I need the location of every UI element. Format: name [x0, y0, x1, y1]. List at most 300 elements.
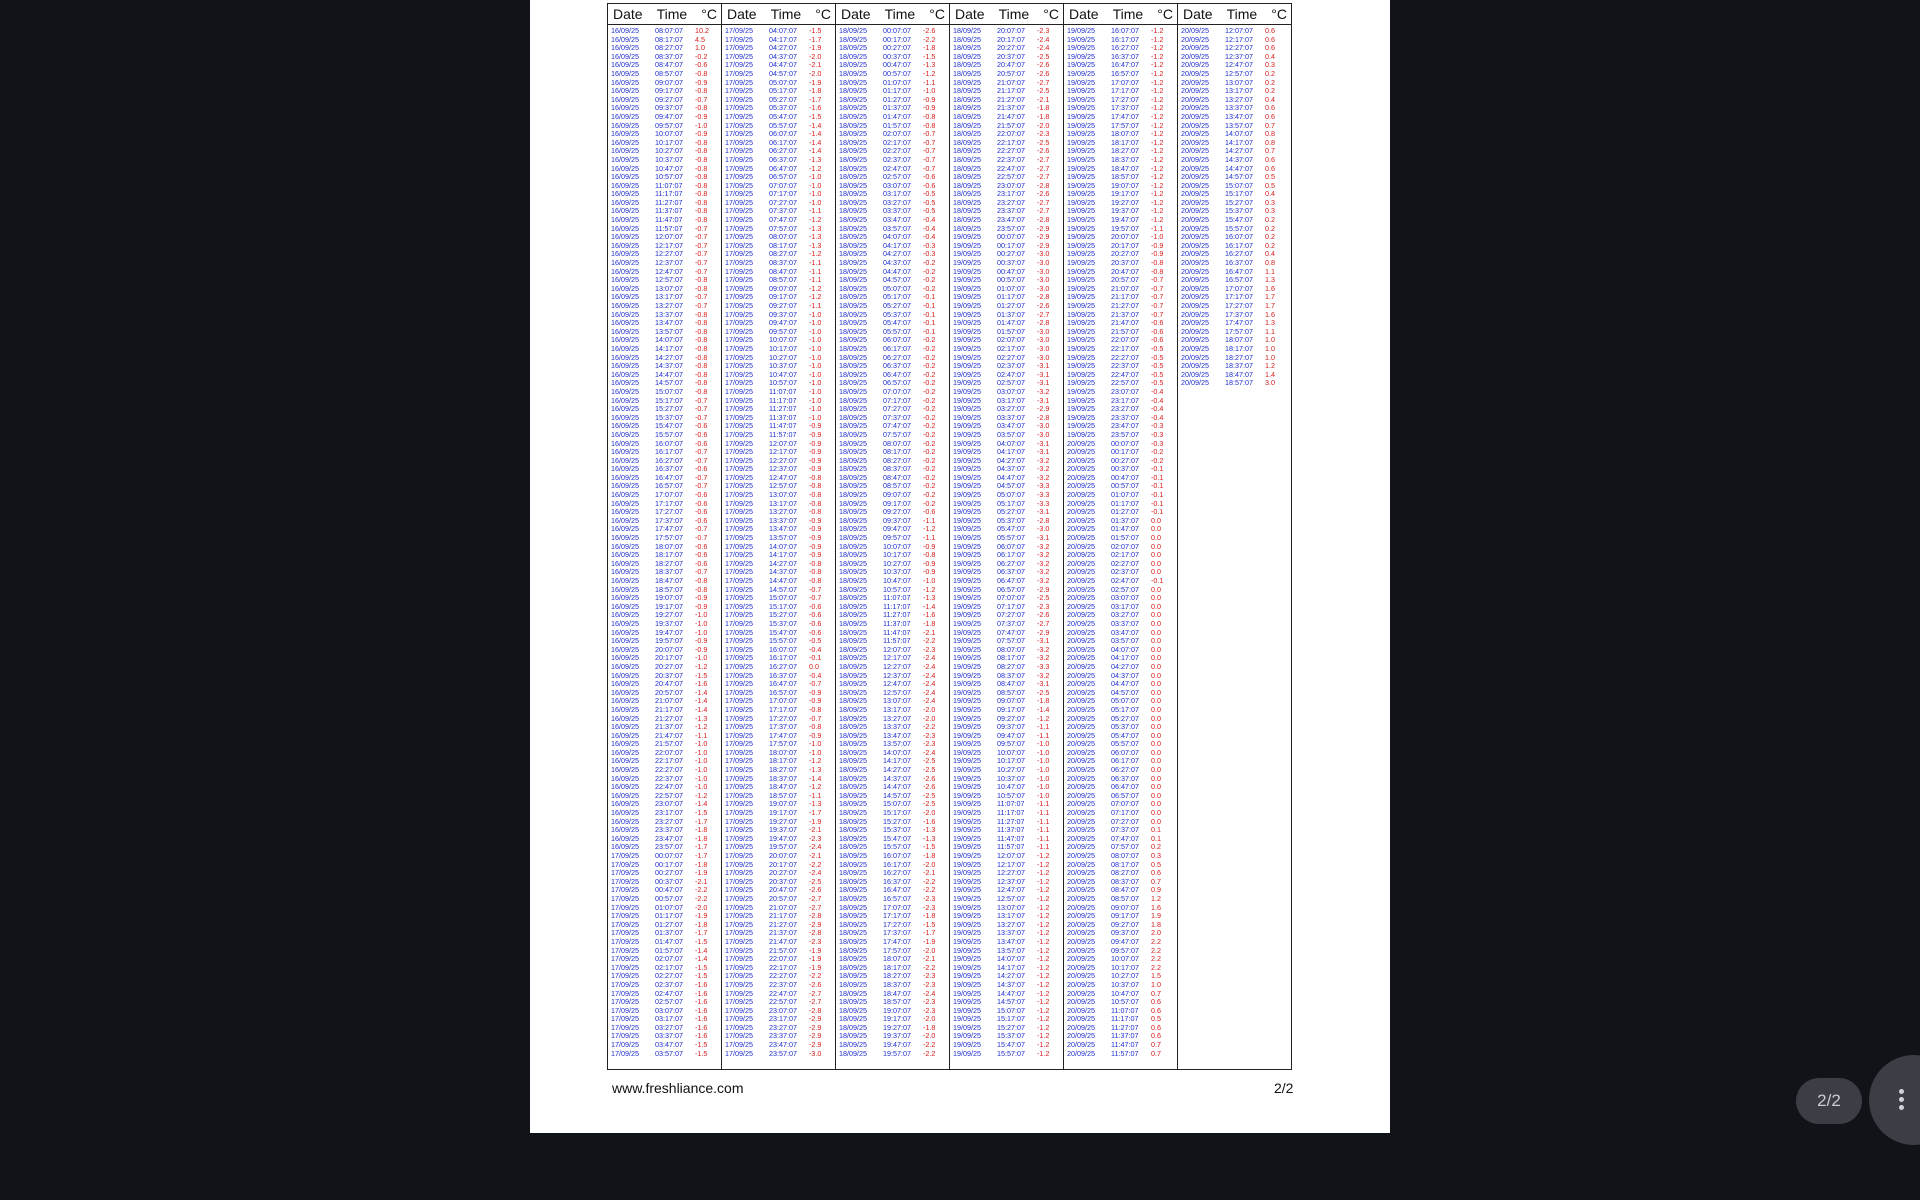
time-cell: 19:47:07: [883, 1040, 911, 1050]
date-cell: 17/09/25: [725, 747, 753, 757]
temperature-cell: -1.4: [695, 799, 708, 809]
temperature-cell: -2.9: [1037, 584, 1050, 594]
time-cell: 03:57:07: [655, 1048, 683, 1058]
time-cell: 02:07:07: [883, 129, 911, 139]
time-cell: 07:57:07: [1111, 842, 1139, 852]
time-cell: 21:57:07: [1111, 326, 1139, 336]
time-cell: 21:47:07: [997, 111, 1025, 121]
temperature-cell: -0.5: [1151, 361, 1164, 371]
temperature-cell: -2.1: [1037, 94, 1050, 104]
date-cell: 19/09/25: [953, 696, 981, 706]
temperature-cell: -2.0: [809, 68, 822, 78]
date-cell: 16/09/25: [611, 309, 639, 319]
time-cell: 07:47:07: [1111, 833, 1139, 843]
temperature-cell: -0.6: [809, 601, 822, 611]
temperature-cell: -1.1: [809, 258, 822, 268]
date-cell: 18/09/25: [839, 670, 867, 680]
temperature-cell: -0.1: [809, 653, 822, 663]
date-cell: 17/09/25: [725, 51, 753, 61]
time-cell: 19:57:07: [883, 1048, 911, 1058]
temperature-cell: -1.2: [1037, 902, 1050, 912]
time-cell: 22:27:07: [655, 765, 683, 775]
temperature-cell: -3.1: [1037, 533, 1050, 543]
date-cell: 18/09/25: [839, 868, 867, 878]
time-cell: 00:07:07: [883, 26, 911, 35]
date-cell: 18/09/25: [839, 988, 867, 998]
temperature-cell: 0.7: [1265, 120, 1275, 130]
date-cell: 17/09/25: [611, 979, 639, 989]
temperature-cell: 3.0: [1265, 378, 1275, 388]
date-cell: 19/09/25: [1067, 404, 1095, 414]
time-cell: 05:17:07: [1111, 704, 1139, 714]
temperature-cell: -3.2: [1037, 541, 1050, 551]
temperature-cell: -1.5: [695, 1048, 708, 1058]
temperature-cell: -1.5: [809, 111, 822, 121]
date-cell: 18/09/25: [839, 361, 867, 371]
temperature-cell: -2.4: [923, 670, 936, 680]
temperature-cell: 1.8: [1151, 919, 1161, 929]
time-cell: 02:57:07: [883, 172, 911, 182]
time-cell: 17:07:07: [655, 490, 683, 500]
time-cell: 13:27:07: [769, 507, 797, 517]
date-cell: 16/09/25: [611, 197, 639, 207]
time-cell: 19:47:07: [655, 627, 683, 637]
time-cell: 17:07:07: [1111, 77, 1139, 87]
date-cell: 20/09/25: [1067, 558, 1095, 568]
date-cell: 17/09/25: [725, 610, 753, 620]
time-cell: 16:37:07: [1111, 51, 1139, 61]
temperature-cell: -1.8: [695, 833, 708, 843]
temperature-cell: -0.7: [695, 292, 708, 302]
temperature-cell: -3.1: [1037, 438, 1050, 448]
temperature-cell: -0.8: [695, 361, 708, 371]
date-cell: 18/09/25: [839, 137, 867, 147]
temperature-cell: -2.4: [923, 661, 936, 671]
temperature-cell: -1.5: [923, 51, 936, 61]
date-cell: 16/09/25: [611, 842, 639, 852]
viewer-menu-button[interactable]: [1869, 1055, 1920, 1145]
date-cell: 19/09/25: [953, 842, 981, 852]
time-cell: 08:27:07: [997, 661, 1025, 671]
temperature-cell: -1.7: [809, 808, 822, 818]
date-cell: 19/09/25: [953, 490, 981, 500]
temperature-cell: -1.2: [809, 249, 822, 259]
date-cell: 19/09/25: [953, 653, 981, 663]
date-cell: 18/09/25: [839, 77, 867, 87]
time-cell: 08:07:07: [769, 232, 797, 242]
date-cell: 18/09/25: [839, 490, 867, 500]
date-cell: 18/09/25: [839, 283, 867, 293]
time-cell: 00:17:07: [883, 34, 911, 44]
date-cell: 16/09/25: [611, 550, 639, 560]
date-cell: 16/09/25: [611, 335, 639, 345]
date-cell: 19/09/25: [953, 464, 981, 474]
temperature-cell: -1.8: [1037, 111, 1050, 121]
temperature-cell: -1.2: [1151, 215, 1164, 225]
time-cell: 23:37:07: [997, 206, 1025, 216]
time-cell: 20:47:07: [1111, 266, 1139, 276]
temperature-cell: -3.1: [1037, 378, 1050, 388]
date-cell: 18/09/25: [839, 438, 867, 448]
time-cell: 15:37:07: [1225, 206, 1253, 216]
date-cell: 19/09/25: [953, 352, 981, 362]
temperature-cell: 4.5: [695, 34, 705, 44]
time-cell: 16:37:07: [883, 876, 911, 886]
time-cell: 22:27:07: [769, 971, 797, 981]
date-cell: 20/09/25: [1067, 722, 1095, 732]
temperature-cell: -2.2: [923, 885, 936, 895]
time-cell: 18:57:07: [1225, 378, 1253, 388]
header-time: Time: [770, 6, 802, 22]
temperature-cell: 0.0: [1151, 515, 1161, 525]
date-cell: 20/09/25: [1067, 696, 1095, 706]
date-cell: 19/09/25: [953, 851, 981, 860]
time-cell: 07:57:07: [883, 429, 911, 439]
time-cell: 18:37:07: [1225, 361, 1253, 371]
temperature-cell: 0.0: [1151, 610, 1161, 620]
time-cell: 13:27:07: [997, 919, 1025, 929]
date-cell: 19/09/25: [1067, 172, 1095, 182]
time-cell: 13:37:07: [769, 515, 797, 525]
date-cell: 17/09/25: [725, 103, 753, 113]
date-cell: 19/09/25: [1067, 154, 1095, 164]
temperature-cell: -1.2: [1037, 979, 1050, 989]
temperature-cell: -0.8: [809, 472, 822, 482]
time-cell: 01:47:07: [655, 936, 683, 946]
date-cell: 19/09/25: [1067, 68, 1095, 78]
date-cell: 17/09/25: [611, 893, 639, 903]
temperature-cell: -0.9: [809, 455, 822, 465]
time-cell: 14:27:07: [883, 765, 911, 775]
grid-menu-icon: [1899, 1089, 1919, 1111]
header-temperature: °C: [815, 6, 831, 22]
temperature-cell: 1.4: [1265, 369, 1275, 379]
date-cell: 19/09/25: [1067, 94, 1095, 104]
date-cell: 17/09/25: [611, 1014, 639, 1024]
date-cell: 17/09/25: [611, 919, 639, 929]
temperature-cell: -3.2: [1037, 558, 1050, 568]
date-cell: 16/09/25: [611, 636, 639, 646]
date-cell: 19/09/25: [1067, 335, 1095, 345]
date-cell: 16/09/25: [611, 661, 639, 671]
date-cell: 17/09/25: [725, 180, 753, 190]
time-cell: 14:17:07: [655, 343, 683, 353]
temperature-cell: -2.6: [1037, 189, 1050, 199]
temperature-cell: -2.2: [923, 1040, 936, 1050]
time-cell: 21:07:07: [769, 902, 797, 912]
date-cell: 20/09/25: [1067, 868, 1095, 878]
date-cell: 17/09/25: [725, 223, 753, 233]
time-cell: 14:57:07: [769, 584, 797, 594]
temperature-cell: -1.4: [923, 601, 936, 611]
date-cell: 19/09/25: [1067, 326, 1095, 336]
temperature-cell: -0.8: [695, 189, 708, 199]
temperature-cell: -2.0: [923, 945, 936, 955]
date-cell: 18/09/25: [839, 945, 867, 955]
time-cell: 08:07:07: [997, 644, 1025, 654]
time-cell: 10:37:07: [883, 567, 911, 577]
time-cell: 15:27:07: [1225, 197, 1253, 207]
temperature-cell: -1.0: [695, 747, 708, 757]
time-cell: 14:07:07: [769, 541, 797, 551]
time-cell: 18:17:07: [655, 550, 683, 560]
table-row: [950, 1050, 1063, 1059]
temperature-cell: -2.2: [923, 1048, 936, 1058]
temperature-cell: -1.2: [1151, 68, 1164, 78]
date-cell: 17/09/25: [725, 1040, 753, 1050]
temperature-cell: -1.2: [1037, 1022, 1050, 1032]
time-cell: 00:47:07: [997, 266, 1025, 276]
time-cell: 00:27:07: [997, 249, 1025, 259]
temperature-cell: -0.6: [809, 610, 822, 620]
time-cell: 16:07:07: [1111, 26, 1139, 35]
date-cell: 18/09/25: [839, 979, 867, 989]
temperature-cell: -3.2: [1037, 550, 1050, 560]
time-cell: 22:47:07: [997, 163, 1025, 173]
date-cell: 20/09/25: [1067, 679, 1095, 689]
date-cell: 18/09/25: [839, 756, 867, 766]
temperature-cell: -2.8: [809, 1005, 822, 1015]
time-cell: 09:37:07: [883, 515, 911, 525]
header-date: Date: [613, 6, 643, 22]
temperature-cell: 0.7: [1151, 1040, 1161, 1050]
date-cell: 17/09/25: [725, 343, 753, 353]
time-cell: 11:37:07: [1111, 1031, 1139, 1041]
time-cell: 17:57:07: [769, 739, 797, 749]
time-cell: 09:17:07: [997, 704, 1025, 714]
date-cell: 18/09/25: [839, 524, 867, 534]
temperature-cell: -1.2: [1037, 997, 1050, 1007]
time-cell: 14:07:07: [883, 747, 911, 757]
temperature-cell: -1.5: [809, 26, 822, 35]
date-cell: 17/09/25: [611, 1022, 639, 1032]
temperature-cell: -0.8: [1151, 258, 1164, 268]
time-cell: 00:47:07: [655, 885, 683, 895]
temperature-cell: 0.6: [1265, 111, 1275, 121]
header-date: Date: [1183, 6, 1213, 22]
temperature-cell: -0.2: [923, 404, 936, 414]
temperature-cell: 1.1: [1265, 266, 1275, 276]
temperature-cell: -1.5: [923, 919, 936, 929]
temperature-cell: -1.2: [1037, 988, 1050, 998]
date-cell: 17/09/25: [725, 266, 753, 276]
time-cell: 20:47:07: [769, 885, 797, 895]
time-cell: 18:37:07: [883, 979, 911, 989]
date-cell: 17/09/25: [725, 601, 753, 611]
time-cell: 11:57:07: [997, 842, 1025, 852]
temperature-cell: -0.8: [695, 137, 708, 147]
time-cell: 21:27:07: [769, 919, 797, 929]
date-cell: 20/09/25: [1067, 816, 1095, 826]
time-cell: 20:37:07: [769, 876, 797, 886]
temperature-cell: 0.1: [1151, 833, 1161, 843]
date-cell: 20/09/25: [1181, 120, 1209, 130]
temperature-cell: -1.2: [1037, 1031, 1050, 1041]
time-cell: 11:27:07: [655, 197, 683, 207]
temperature-cell: -0.7: [695, 412, 708, 422]
time-cell: 06:07:07: [1111, 747, 1139, 757]
temperature-cell: 0.2: [1265, 240, 1275, 250]
date-cell: 19/09/25: [953, 326, 981, 336]
time-cell: 18:47:07: [883, 988, 911, 998]
time-cell: 03:37:07: [883, 206, 911, 216]
time-cell: 03:37:07: [1111, 618, 1139, 628]
temperature-cell: -2.9: [809, 1022, 822, 1032]
time-cell: 10:57:07: [997, 790, 1025, 800]
temperature-cell: 0.7: [1151, 988, 1161, 998]
date-cell: 19/09/25: [953, 258, 981, 268]
date-cell: 19/09/25: [1067, 180, 1095, 190]
document-page: [530, 0, 1390, 1133]
date-cell: 19/09/25: [1067, 146, 1095, 156]
date-cell: 17/09/25: [611, 936, 639, 946]
time-cell: 17:47:07: [769, 730, 797, 740]
date-cell: 18/09/25: [839, 206, 867, 216]
date-cell: 16/09/25: [611, 240, 639, 250]
date-cell: 18/09/25: [839, 859, 867, 869]
time-cell: 20:07:07: [769, 851, 797, 860]
date-cell: 18/09/25: [839, 533, 867, 543]
temperature-cell: 0.0: [1151, 696, 1161, 706]
temperature-cell: -2.3: [1037, 26, 1050, 35]
time-cell: 21:57:07: [997, 120, 1025, 130]
time-cell: 18:27:07: [769, 765, 797, 775]
date-cell: 19/09/25: [1067, 275, 1095, 285]
time-cell: 03:37:07: [997, 412, 1025, 422]
date-cell: 16/09/25: [611, 103, 639, 113]
time-cell: 08:57:07: [769, 275, 797, 285]
date-cell: 17/09/25: [725, 154, 753, 164]
temperature-cell: -0.6: [695, 60, 708, 70]
temperature-cell: -0.6: [695, 438, 708, 448]
date-cell: 17/09/25: [725, 146, 753, 156]
time-cell: 17:27:07: [1225, 301, 1253, 310]
temperature-cell: -1.2: [1151, 26, 1164, 35]
temperature-cell: -0.8: [695, 318, 708, 328]
date-cell: 20/09/25: [1067, 782, 1095, 792]
temperature-cell: -0.8: [695, 86, 708, 96]
date-cell: 16/09/25: [611, 782, 639, 792]
temperature-cell: -1.7: [923, 928, 936, 938]
date-cell: 18/09/25: [839, 386, 867, 396]
time-cell: 11:07:07: [769, 386, 797, 396]
time-cell: 22:07:07: [1111, 335, 1139, 345]
time-cell: 08:07:07: [1111, 851, 1139, 860]
date-cell: 20/09/25: [1181, 60, 1209, 70]
date-cell: 16/09/25: [611, 412, 639, 422]
temperature-cell: -2.3: [809, 936, 822, 946]
date-cell: 19/09/25: [953, 283, 981, 293]
date-cell: 19/09/25: [1067, 163, 1095, 173]
time-cell: 19:17:07: [655, 601, 683, 611]
date-cell: 19/09/25: [953, 576, 981, 585]
date-cell: 17/09/25: [725, 782, 753, 792]
time-cell: 23:47:07: [997, 215, 1025, 225]
date-cell: 20/09/25: [1067, 833, 1095, 843]
time-cell: 05:47:07: [883, 318, 911, 328]
temperature-cell: 0.6: [1151, 868, 1161, 878]
temperature-cell: 1.3: [1265, 318, 1275, 328]
page-indicator[interactable]: 2/2: [1796, 1078, 1862, 1124]
temperature-cell: 0.5: [1151, 859, 1161, 869]
temperature-cell: -0.6: [695, 464, 708, 474]
temperature-cell: 0.7: [1265, 146, 1275, 156]
time-cell: 04:57:07: [1111, 687, 1139, 697]
temperature-cell: -2.1: [695, 876, 708, 886]
time-cell: 17:17:07: [883, 911, 911, 921]
time-cell: 08:37:07: [997, 670, 1025, 680]
date-cell: 18/09/25: [839, 129, 867, 139]
header-temperature: °C: [1043, 6, 1059, 22]
date-cell: 20/09/25: [1067, 464, 1095, 474]
time-cell: 14:57:07: [655, 378, 683, 388]
temperature-cell: -2.9: [1037, 240, 1050, 250]
date-cell: 17/09/25: [725, 550, 753, 560]
temperature-cell: -2.7: [1037, 206, 1050, 216]
time-cell: 19:17:07: [883, 1014, 911, 1024]
temperature-cell: -1.2: [1037, 893, 1050, 903]
date-cell: 19/09/25: [953, 739, 981, 749]
temperature-cell: -1.2: [1151, 172, 1164, 182]
temperature-cell: -0.9: [809, 550, 822, 560]
date-cell: 19/09/25: [953, 584, 981, 594]
date-cell: 16/09/25: [611, 515, 639, 525]
temperature-cell: -0.6: [809, 618, 822, 628]
date-cell: 20/09/25: [1181, 137, 1209, 147]
temperature-cell: -1.0: [809, 378, 822, 388]
date-cell: 20/09/25: [1067, 1014, 1095, 1024]
date-cell: 17/09/25: [725, 730, 753, 740]
date-cell: 18/09/25: [839, 851, 867, 860]
date-cell: 19/09/25: [953, 301, 981, 310]
time-cell: 17:47:07: [655, 524, 683, 534]
time-cell: 23:17:07: [655, 808, 683, 818]
date-cell: 17/09/25: [725, 318, 753, 328]
time-cell: 11:17:07: [997, 808, 1025, 818]
temperature-cell: -0.7: [809, 593, 822, 603]
temperature-cell: -1.0: [809, 352, 822, 362]
date-cell: 18/09/25: [839, 180, 867, 190]
date-cell: 16/09/25: [611, 455, 639, 465]
date-cell: 17/09/25: [725, 464, 753, 474]
temperature-cell: -1.3: [809, 232, 822, 242]
temperature-cell: -0.2: [923, 455, 936, 465]
date-cell: 16/09/25: [611, 644, 639, 654]
time-cell: 01:17:07: [655, 911, 683, 921]
date-cell: 19/09/25: [1067, 301, 1095, 310]
date-cell: 20/09/25: [1067, 928, 1095, 938]
time-cell: 08:47:07: [1111, 885, 1139, 895]
date-cell: 17/09/25: [725, 507, 753, 517]
date-cell: 19/09/25: [953, 644, 981, 654]
time-cell: 04:07:07: [883, 232, 911, 242]
temperature-cell: 0.5: [1265, 172, 1275, 182]
temperature-cell: 0.0: [1151, 722, 1161, 732]
time-cell: 05:07:07: [1111, 696, 1139, 706]
temperature-cell: -0.4: [923, 223, 936, 233]
date-cell: 17/09/25: [725, 68, 753, 78]
time-cell: 14:47:07: [1225, 163, 1253, 173]
temperature-cell: -3.0: [1037, 335, 1050, 345]
header-date: Date: [955, 6, 985, 22]
date-cell: 19/09/25: [953, 395, 981, 405]
date-cell: 19/09/25: [1067, 266, 1095, 276]
time-cell: 22:17:07: [1111, 343, 1139, 353]
date-cell: 20/09/25: [1067, 1048, 1095, 1058]
date-cell: 16/09/25: [611, 163, 639, 173]
date-cell: 16/09/25: [611, 704, 639, 714]
temperature-cell: -0.2: [923, 343, 936, 353]
